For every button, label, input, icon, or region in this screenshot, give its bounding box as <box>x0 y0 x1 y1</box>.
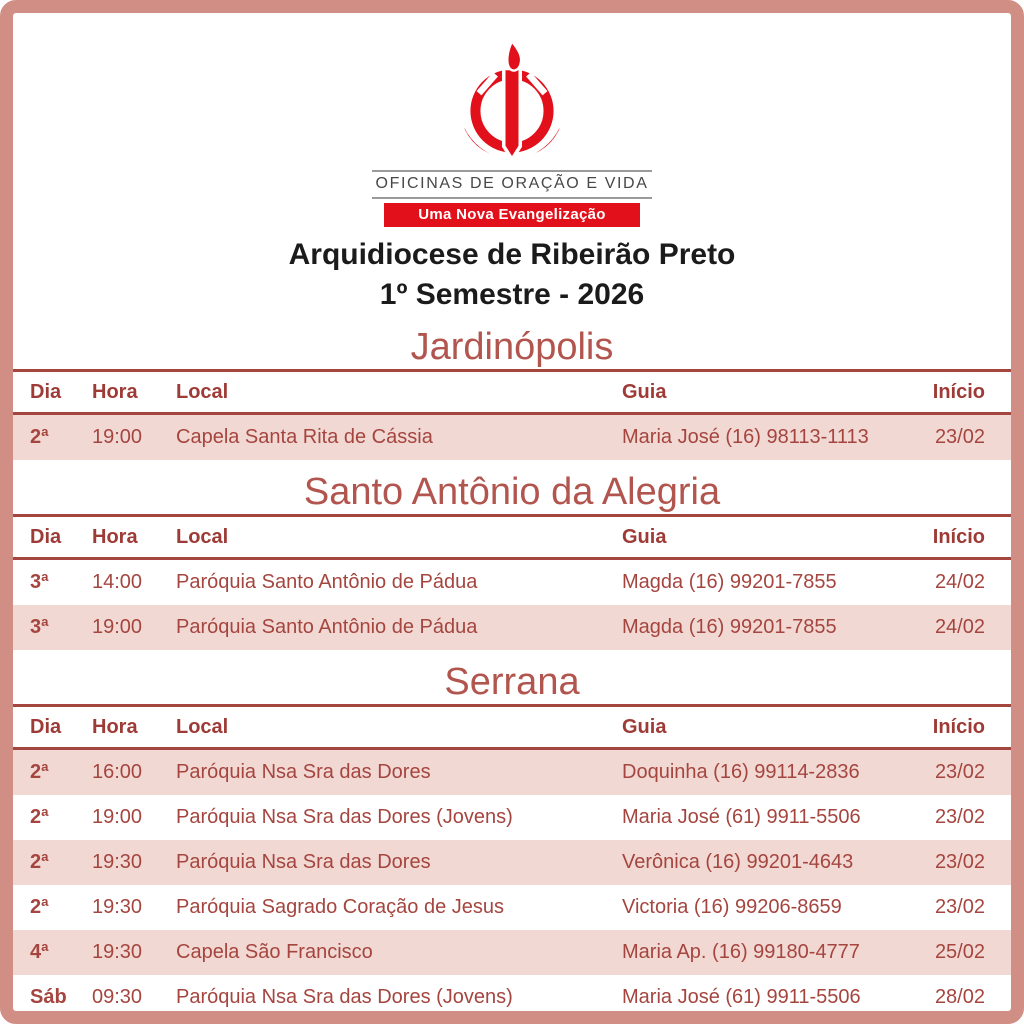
cell-inicio: 23/02 <box>934 851 985 873</box>
cell-local: Paróquia Nsa Sra das Dores (Jovens) <box>176 806 513 828</box>
column-header-local: Local <box>176 525 229 548</box>
cell-hora: 19:00 <box>92 806 143 828</box>
table-row <box>13 795 1011 840</box>
cell-dia: 2ª <box>30 896 49 918</box>
cell-inicio: 23/02 <box>934 426 985 448</box>
cell-inicio: 24/02 <box>934 571 985 593</box>
cell-inicio: 28/02 <box>934 986 985 1008</box>
column-header-guia: Guia <box>622 380 667 403</box>
column-header-inicio: Início <box>932 715 985 738</box>
column-header-hora: Hora <box>92 525 138 548</box>
city-title: Serrana <box>444 661 580 703</box>
cell-guia: Magda (16) 99201-7855 <box>622 616 837 638</box>
logo-tagline: Uma Nova Evangelização <box>384 203 640 227</box>
cell-inicio: 25/02 <box>934 941 985 963</box>
cell-guia: Verônica (16) 99201-4643 <box>622 851 854 873</box>
table-row <box>13 930 1011 975</box>
column-header-local: Local <box>176 715 229 738</box>
column-header-inicio: Início <box>932 525 985 548</box>
city-title: Santo Antônio da Alegria <box>303 471 721 513</box>
column-header-guia: Guia <box>622 715 667 738</box>
cell-hora: 19:30 <box>92 896 143 918</box>
column-header-hora: Hora <box>92 380 138 403</box>
cell-dia: 4ª <box>30 941 49 963</box>
table-row <box>13 840 1011 885</box>
column-header-inicio: Início <box>932 380 985 403</box>
cell-local: Paróquia Nsa Sra das Dores <box>176 851 431 873</box>
table-row <box>13 415 1011 460</box>
cell-guia: Magda (16) 99201-7855 <box>622 571 837 593</box>
city-section-jardinopolis <box>13 313 1011 460</box>
cell-hora: 19:30 <box>92 851 143 873</box>
table-row <box>13 975 1011 1020</box>
table-row <box>13 750 1011 795</box>
cell-dia: 2ª <box>30 851 49 873</box>
column-header-guia: Guia <box>622 525 667 548</box>
candle-flame-ring-logo-icon <box>453 39 571 164</box>
cell-dia: 2ª <box>30 426 49 448</box>
cell-dia: 3ª <box>30 616 49 638</box>
cell-dia: 3ª <box>30 571 49 593</box>
cell-inicio: 23/02 <box>934 896 985 918</box>
table-header-row <box>13 707 1011 747</box>
cell-guia: Maria Ap. (16) 99180-4777 <box>622 941 860 963</box>
cell-hora: 19:00 <box>92 616 143 638</box>
cell-local: Paróquia Nsa Sra das Dores (Jovens) <box>176 986 513 1008</box>
cell-dia: 2ª <box>30 761 49 783</box>
column-header-dia: Dia <box>30 525 62 548</box>
cell-inicio: 23/02 <box>934 761 985 783</box>
page-title: Arquidiocese de Ribeirão Preto <box>288 238 736 271</box>
table-header-row <box>13 517 1011 557</box>
city-section-santo-antonio-da-alegria <box>13 460 1011 650</box>
table-row <box>13 885 1011 930</box>
city-section-serrana <box>13 650 1011 1020</box>
cell-local: Paróquia Sagrado Coração de Jesus <box>176 896 504 918</box>
cell-guia: Victoria (16) 99206-8659 <box>622 896 842 918</box>
city-title: Jardinópolis <box>410 326 614 368</box>
cell-dia: 2ª <box>30 806 49 828</box>
cell-guia: Maria José (61) 9911-5506 <box>622 806 861 828</box>
cell-hora: 14:00 <box>92 571 143 593</box>
cell-hora: 19:00 <box>92 426 143 448</box>
column-header-local: Local <box>176 380 229 403</box>
cell-guia: Maria José (16) 98113-1113 <box>622 426 869 448</box>
logo-wordmark: OFICINAS DE ORAÇÃO E VIDA <box>372 170 653 199</box>
cell-hora: 19:30 <box>92 941 143 963</box>
column-header-dia: Dia <box>30 380 62 403</box>
cell-inicio: 23/02 <box>934 806 985 828</box>
cell-hora: 09:30 <box>92 986 143 1008</box>
table-row <box>13 560 1011 605</box>
cell-hora: 16:00 <box>92 761 143 783</box>
table-header-row <box>13 372 1011 412</box>
table-row <box>13 605 1011 650</box>
cell-local: Paróquia Santo Antônio de Pádua <box>176 571 478 593</box>
cell-inicio: 24/02 <box>934 616 985 638</box>
cell-dia: Sáb <box>30 986 67 1008</box>
column-header-hora: Hora <box>92 715 138 738</box>
cell-guia: Maria José (61) 9911-5506 <box>622 986 861 1008</box>
page-subtitle: 1º Semestre - 2026 <box>379 278 645 311</box>
cell-local: Paróquia Nsa Sra das Dores <box>176 761 431 783</box>
cell-local: Capela São Francisco <box>176 941 373 963</box>
cell-guia: Doquinha (16) 99114-2836 <box>622 761 860 783</box>
cell-local: Paróquia Santo Antônio de Pádua <box>176 616 478 638</box>
cell-local: Capela Santa Rita de Cássia <box>176 426 433 448</box>
column-header-dia: Dia <box>30 715 62 738</box>
logo-block <box>13 39 1011 227</box>
